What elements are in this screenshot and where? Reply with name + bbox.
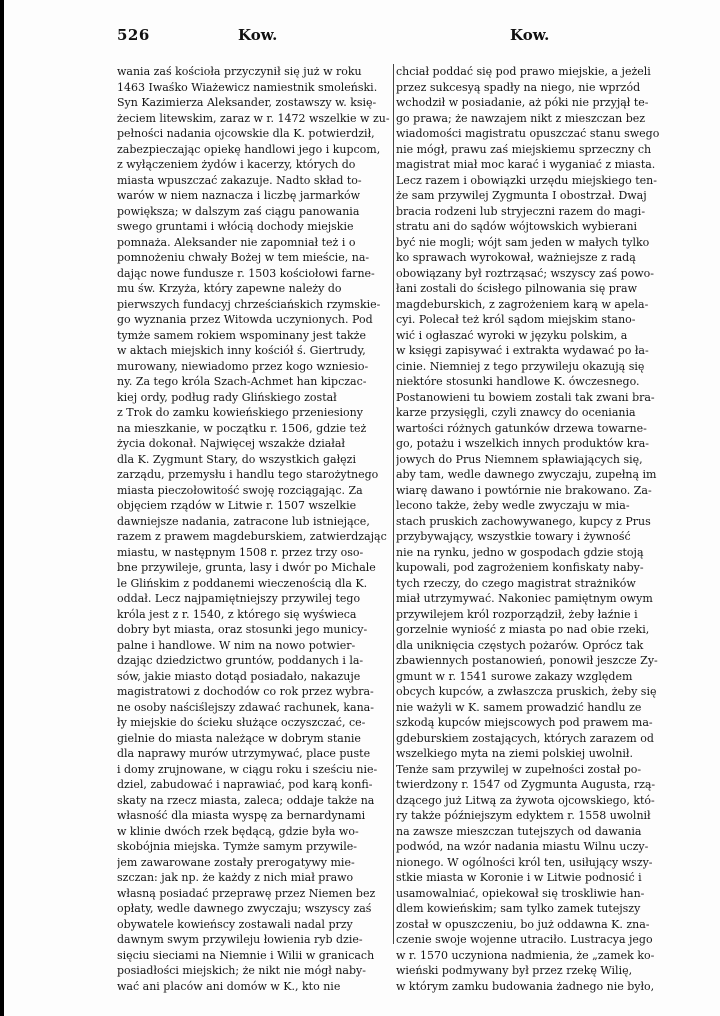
text-line: i domy zrujnowane, w ciągu roku i sześciu nie-: [117, 762, 378, 776]
text-line: obywatele kowieńscy zostawali nadal przy: [117, 917, 353, 931]
text-line: wania zaś kościoła przyczynił się już w roku: [117, 65, 362, 78]
text-line: obcych kupców, a zwłaszcza pruskich, żeby się: [396, 685, 657, 698]
text-line: bne przywileje, grunta, lasy i dwór po Michale: [117, 561, 376, 574]
text-line: własną posiadać przeprawę przez Niemen bez: [117, 886, 376, 900]
text-line: swego gruntami i włócią dochody miejskie: [117, 220, 354, 233]
text-line: nie ważyli w K. samem prowadzić handlu ze: [396, 700, 642, 714]
text-line: tych rzeczy, do czego magistrat strażników: [396, 576, 636, 590]
text-line: magistratowi z dochodów co rok przez wybra-: [117, 685, 374, 698]
text-line: kiej ordy, podług rady Glińskiego został: [117, 390, 337, 404]
text-line: być nie mogli; wójt sam jeden w małych tylko: [396, 235, 650, 249]
text-line: pomnożeniu chwały Bożej w tem mieście, na-: [117, 251, 370, 264]
text-line: życia dokonał. Najwięcej wszakże działał: [117, 437, 345, 450]
text-line: żeciem litewskim, zaraz w r. 1472 wszelkie w zu-: [117, 111, 390, 125]
text-line: wieński podmywany był przez rzekę Wilię,: [396, 964, 633, 977]
text-line: dawniejsze nadania, zatracone lub istniejące,: [117, 514, 370, 528]
text-line: zabezpieczając opiekę handlowi jego i kupcom,: [117, 142, 381, 156]
text-line: ry także późniejszym edyktem r. 1558 uwolnił: [396, 809, 651, 822]
text-line: nie mógł, prawu zaś miejskiemu sprzeczny ch: [396, 142, 652, 156]
text-line: stach pruskich zachowywanego, kupcy z Prus: [396, 514, 651, 528]
text-line: opłaty, wedle dawnego zwyczaju; wszyscy zaś: [117, 902, 372, 915]
text-line: gmunt w r. 1541 surowe zakazy względem: [396, 669, 633, 683]
text-line: dawnym swym przywileju łowienia ryb dzie-: [117, 933, 363, 946]
text-line: go wyznania przez Witowda uczynionych. Pod: [117, 313, 373, 326]
text-line: że sam przywilej Zygmunta I obostrzał. Dwaj: [396, 189, 647, 202]
text-line: wić i ogłaszać wyroki w języku polskim, a: [396, 328, 628, 342]
text-line: przywilejem król rozporządził, żeby łaźnie i: [396, 607, 638, 621]
page-header: [0, 26, 720, 48]
text-line: zbawiennych postanowień, ponowił jeszcze Zy-: [396, 654, 658, 667]
text-line: własność dla miasta wyspę za bernardynami: [117, 809, 366, 822]
text-line: stkie miasta w Koronie i w Litwie podnosić i: [396, 871, 642, 884]
text-line: wszelkiego myta na ziemi polskiej uwolnił.: [396, 747, 633, 760]
text-line: ne osoby naściślejszy zdawać rachunek, kana-: [117, 700, 374, 714]
text-line: gielnie do miasta należące w dobrym stanie: [117, 731, 361, 745]
text-line: ny. Za tego króla Szach-Achmet han kipczac-: [117, 375, 367, 388]
text-line: pełności nadania ojcowskie dla K. potwierdził,: [117, 127, 375, 140]
text-line: w r. 1570 uczyniona nadmienia, że „zamek ko-: [396, 948, 655, 962]
text-line: cinie. Niemniej z tego przywileju okazują się: [396, 359, 645, 373]
text-line: z wyłączeniem żydów i kacerzy, których do: [117, 158, 356, 171]
text-line: na zawsze mieszczan tutejszych od dawania: [396, 824, 642, 838]
text-line: jowych do Prus Niemnem spławiających się,: [396, 452, 643, 466]
text-line: wartości różnych gatunków drzewa towarne-: [396, 421, 647, 435]
text-line: dobry byt miasta, oraz stosunki jego municy-: [117, 623, 368, 636]
page-spine-shadow: [0, 0, 4, 1016]
text-line: został w opuszczeniu, bo już oddawna K. zna-: [396, 917, 650, 931]
text-line: nionego. W ogólności król ten, usiłujący wszy-: [396, 855, 653, 869]
text-line: twierdzony r. 1547 od Zygmunta Augusta, rzą-: [396, 778, 656, 791]
text-line: dla naprawy murów utrzymywać, place puste: [117, 747, 371, 760]
text-line: miasta wpuszczać zakazuje. Nadto skład to-: [117, 173, 362, 187]
text-line: w aktach miejskich inny kościół ś. Giertrudy,: [117, 344, 366, 357]
text-line: karze przysięgli, czyli znawcy do oceniania: [396, 406, 636, 419]
text-line: go, potażu i wszelkich innych produktów kra-: [396, 437, 650, 450]
column-divider: [393, 64, 394, 944]
text-line: chciał poddać się pod prawo miejskie, a jeżeli: [396, 65, 651, 78]
text-line: dzącego już Litwą za żywota ojcowskiego, któ-: [396, 793, 655, 807]
text-line: tymże samem rokiem wspominany jest także: [117, 328, 366, 342]
text-line: Syn Kazimierza Aleksander, zostawszy w. księ-: [117, 96, 377, 109]
text-line: ko sprawach wyrokował, ważniejsze z radą: [396, 251, 636, 264]
page-number: 526: [117, 26, 150, 44]
text-line: Tenże sam przywilej w zupełności został po-: [396, 762, 642, 776]
text-line: jem zawarowane zostały prerogatywy mie-: [117, 855, 355, 869]
text-line: 1463 Iwaśko Wiażewicz namiestnik smoleński.: [117, 80, 378, 94]
text-line: wać ani placów ani domów w K., kto nie: [117, 979, 341, 993]
text-line: czenie swoje wojenne utraciło. Lustracya jego: [396, 933, 653, 946]
right-text-column: [396, 64, 671, 994]
text-line: dając nowe fundusze r. 1503 kościołowi farne-: [117, 266, 375, 280]
text-line: stratu ani do sądów wójtowskich wybierani: [396, 220, 638, 233]
left-text-column: [117, 64, 392, 994]
text-line: razem z prawem magdeburskiem, zatwierdzając: [117, 530, 387, 543]
text-line: skobójnia miejska. Tymże samym przywile-: [117, 840, 357, 853]
text-line: cyi. Polecał też król sądom miejskim stano-: [396, 313, 636, 326]
text-line: bracia rodzeni lub stryjeczni razem do magi-: [396, 204, 646, 218]
text-line: murowany, niewiadomo przez kogo wzniesio-: [117, 359, 369, 373]
text-line: miał utrzymywać. Nakoniec pamiętnym owym: [396, 592, 653, 605]
text-line: sięciu sieciami na Niemnie i Wilii w granicach: [117, 948, 375, 962]
text-line: posiadłości miejskich; że nikt nie mógł naby-: [117, 964, 366, 977]
text-line: na mieszkanie, w początku r. 1506, gdzie też: [117, 421, 367, 435]
text-line: magistrat miał moc karać i wyganiać z miasta.: [396, 158, 656, 171]
text-line: gdeburskiem zostających, których zarazem od: [396, 731, 654, 745]
text-line: palne i handlowe. W nim na nowo potwier-: [117, 638, 356, 652]
text-line: oddał. Lecz najpamiętniejszy przywilej tego: [117, 592, 361, 605]
text-line: dlem kowieńskim; sam tylko zamek tutejszy: [396, 902, 641, 915]
text-line: sów, jakie miasto dotąd posiadało, nakazuje: [117, 669, 361, 683]
text-line: Lecz razem i obowiązki urzędu miejskiego ten-: [396, 173, 657, 187]
text-line: dla uniknięcia częstych pożarów. Oprócz tak: [396, 638, 644, 652]
text-line: miasta pieczołowitość swoję rozciągając. Za: [117, 483, 363, 497]
text-line: mu św. Krzyża, który zapewne należy do: [117, 282, 342, 295]
text-line: zarządu, przemysłu i handlu tego starożytnego: [117, 468, 379, 481]
text-line: w którym zamku budowania żadnego nie było,: [396, 979, 655, 993]
text-line: kupowali, pod zagrożeniem konfiskaty naby-: [396, 561, 644, 574]
text-line: magdeburskich, z zagrożeniem karą w apela-: [396, 297, 649, 311]
text-line: go prawa; że nawzajem nikt z mieszczan bez: [396, 111, 646, 125]
text-line: ły miejskie do ścieku służące oczyszczać, ce-: [117, 716, 366, 729]
text-line: objęciem rządów w Litwie r. 1507 wszelkie: [117, 499, 357, 512]
text-line: dziel, zabudować i naprawiać, pod karą konfi-: [117, 778, 373, 791]
text-line: Postanowieni tu bowiem zostali tak zwani bra-: [396, 390, 655, 404]
text-line: powiększa; w dalszym zaś ciągu panowania: [117, 204, 360, 218]
text-line: dla K. Zygmunt Stary, do wszystkich gałęzi: [117, 452, 356, 466]
text-line: z Trok do zamku kowieńskiego przeniesiony: [117, 406, 363, 419]
text-line: podwód, na wzór nadania miastu Wilnu uczy-: [396, 840, 649, 853]
text-line: szkodą kupców miejscowych pod prawem ma-: [396, 716, 653, 729]
text-line: wchodził w posiadanie, aż póki nie przyjął te-: [396, 96, 649, 109]
text-line: lecono także, żeby wedle zwyczaju w mia-: [396, 499, 630, 512]
running-head-left: Kow.: [238, 26, 278, 44]
text-line: w klinie dwóch rzek będącą, gdzie była wo-: [117, 824, 359, 838]
text-line: nie na rynku, jedno w gospodach gdzie stoją: [396, 545, 644, 559]
text-line: pomnaża. Aleksander nie zapomniał też i o: [117, 235, 356, 249]
text-line: przybywający, wszystkie towary i żywność: [396, 530, 631, 543]
text-line: warów w niem naznacza i liczbę jarmarków: [117, 189, 361, 202]
running-head-right: Kow.: [510, 26, 550, 44]
text-line: miastu, w następnym 1508 r. przez trzy oso-: [117, 545, 364, 559]
text-line: przez sukcesyą spadły na niego, nie wprzód: [396, 80, 641, 94]
text-line: aby tam, wedle dawnego zwyczaju, zupełną im: [396, 468, 657, 481]
text-line: pierwszych fundacyj chrześciańskich rzymskie-: [117, 297, 381, 311]
text-line: łani zostali do ścisłego pilnowania się praw: [396, 282, 638, 295]
text-line: le Glińskim z poddanemi wieczenością dla K.: [117, 576, 368, 590]
text-line: w księgi zapisywać i extrakta wydawać po ła-: [396, 344, 649, 357]
text-line: skaty na rzecz miasta, zaleca; oddaje także na: [117, 793, 375, 807]
text-line: niektóre stosunki handlowe K. ówczesnego.: [396, 375, 640, 388]
text-line: króla jest z r. 1540, z którego się wyświeca: [117, 607, 357, 621]
text-line: wiadomości magistratu opuszczać stanu swego: [396, 127, 660, 140]
text-line: gorzelnie wyniość z miasta po nad obie rzeki,: [396, 623, 650, 636]
text-line: obowiązany był roztrząsać; wszyscy zaś powo-: [396, 266, 655, 280]
text-line: dzając dziedzictwo gruntów, poddanych i la-: [117, 654, 364, 667]
text-line: usamowalniać, opiekował się troskliwie han-: [396, 886, 645, 900]
text-line: szczan: jak np. że każdy z nich miał prawo: [117, 871, 354, 884]
text-line: wiarę dawano i powtórnie nie brakowano. Za-: [396, 483, 652, 497]
